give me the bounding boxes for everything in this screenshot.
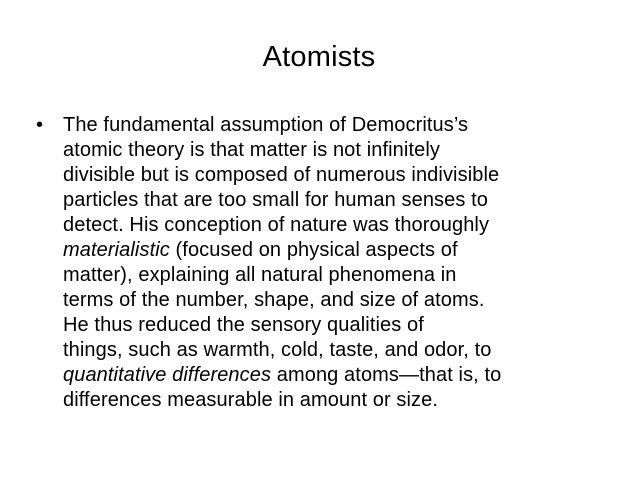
emphasized-term: materialistic	[63, 239, 170, 261]
paragraph-line	[63, 388, 603, 413]
bullet-paragraph	[63, 113, 603, 413]
paragraph-line	[63, 138, 603, 163]
paragraph-line	[63, 213, 603, 238]
text-segment: among atoms—that is, to	[271, 364, 502, 386]
paragraph-line	[63, 288, 603, 313]
text-segment: (focused on physical aspects of	[169, 239, 458, 261]
text-segment: The fundamental assumption of Democritus’s	[63, 114, 469, 136]
bullet-marker: •	[36, 114, 44, 136]
paragraph-line	[63, 113, 603, 138]
text-segment: matter), explaining all natural phenomena in	[63, 264, 457, 286]
paragraph-line	[63, 163, 603, 188]
text-segment: detect. His conception of nature was thoroughly	[63, 214, 490, 236]
paragraph-line	[63, 338, 603, 363]
text-segment: particles that are too small for human senses to	[63, 189, 489, 211]
paragraph-line	[63, 238, 603, 263]
text-segment: differences measurable in amount or size.	[63, 389, 439, 411]
paragraph-line	[63, 313, 603, 338]
text-segment: He thus reduced the sensory qualities of	[63, 314, 424, 336]
slide-title: Atomists	[262, 41, 376, 73]
paragraph-line	[63, 188, 603, 213]
paragraph-line	[63, 363, 603, 388]
text-segment: terms of the number, shape, and size of atoms.	[63, 289, 485, 311]
emphasized-term: quantitative differences	[63, 364, 272, 386]
paragraph-line	[63, 263, 603, 288]
text-segment: things, such as warmth, cold, taste, and odor, to	[63, 339, 492, 361]
text-segment: atomic theory is that matter is not infinitely	[63, 139, 440, 161]
text-segment: divisible but is composed of numerous indivisible	[63, 164, 500, 186]
